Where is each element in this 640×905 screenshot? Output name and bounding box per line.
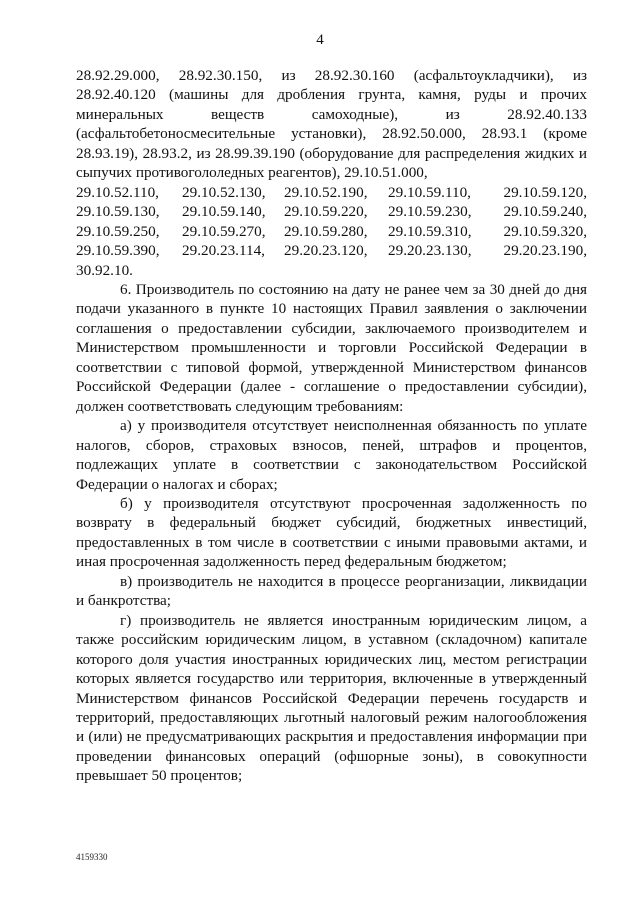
code-item: 29.10.59.390,: [76, 242, 160, 260]
code-list-tail: 30.92.10.: [76, 261, 133, 279]
document-body: [76, 66, 587, 786]
subparagraph-a: а) у производителя отсутствует неисполненная обязанность по уплате налогов, сборов, страховых взносов, пеней, штрафов и процентов, подлежащих уплате в соответствии с законодательством Российской Федерации о налогах и сборах;: [76, 417, 587, 493]
code-item: 29.20.23.114,: [182, 242, 265, 260]
code-item: 29.10.52.130,: [182, 183, 266, 201]
code-item: 29.10.59.240,: [503, 203, 587, 221]
code-item: 29.10.52.110,: [76, 183, 159, 201]
page-number: 4: [316, 32, 324, 48]
document-id: 4159330: [76, 852, 108, 862]
code-table: [76, 183, 587, 261]
code-item: 29.10.59.130,: [76, 203, 160, 221]
code-item: 29.10.59.320,: [503, 222, 587, 240]
code-item: 29.10.59.220,: [284, 203, 368, 221]
code-item: 29.10.59.270,: [182, 222, 266, 240]
paragraph-6: 6. Производитель по состоянию на дату не ранее чем за 30 дней до дня подачи указанного в пункте 10 настоящих Правил заявления о заключении соглашения о предоставлении субсидии, заключаемого производителем и Министерством промышленности и торговли Российской Федерации в соответствии с типовой формой, утвержденной Министерством финансов Российской Федерации (далее - соглашение о предоставлении субсидии), должен соответствовать следующим требованиям:: [76, 280, 587, 415]
code-item: 29.20.23.130,: [388, 242, 472, 260]
code-item: 29.10.59.250,: [76, 222, 160, 240]
code-list-intro: 28.92.29.000, 28.92.30.150, из 28.92.30.160 (асфальтоукладчики), из 28.92.40.120 (машины для дробления грунта, камня, руды и прочих минеральных веществ самоходные), из 28.92.40.133 (асфальтобетоносмесительные установки), 28.92.50.000, 28.93.1 (кроме 28.93.19), 28.93.2, из 28.99.39.190 (оборудование для распределения жидких и сыпучих противогололедных реагентов), 29.10.51.000,: [76, 67, 587, 182]
subparagraph-v: в) производитель не находится в процессе реорганизации, ликвидации и банкротства;: [76, 572, 587, 610]
subparagraph-g: г) производитель не является иностранным юридическим лицом, а также российским юридическим лицом, в уставном (складочном) капитале которого доля участия иностранных юридических лиц, местом регистрации которых является государство или территория, включенные в утвержденный Министерством финансов Российской Федерации перечень государств и территорий, предоставляющих льготный налоговый режим налогообложения и (или) не предусматривающих раскрытия и предоставления информации при проведении финансовых операций (офшорные зоны), в совокупности превышает 50 процентов;: [76, 611, 587, 785]
code-item: 29.10.59.120,: [503, 183, 587, 201]
code-item: 29.10.59.110,: [388, 183, 471, 201]
code-item: 29.20.23.120,: [284, 242, 368, 260]
code-item: 29.10.52.190,: [284, 183, 368, 201]
code-item: 29.10.59.310,: [388, 222, 472, 240]
code-item: 29.10.59.230,: [388, 203, 472, 221]
code-item: 29.10.59.280,: [284, 222, 368, 240]
code-item: 29.20.23.190,: [503, 242, 587, 260]
subparagraph-b: б) у производителя отсутствуют просроченная задолженность по возврату в федеральный бюджет субсидий, бюджетных инвестиций, предоставленных в том числе в соответствии с иными правовыми актами, и иная просроченная задолженность перед федеральным бюджетом;: [76, 494, 587, 571]
code-item: 29.10.59.140,: [182, 203, 266, 221]
